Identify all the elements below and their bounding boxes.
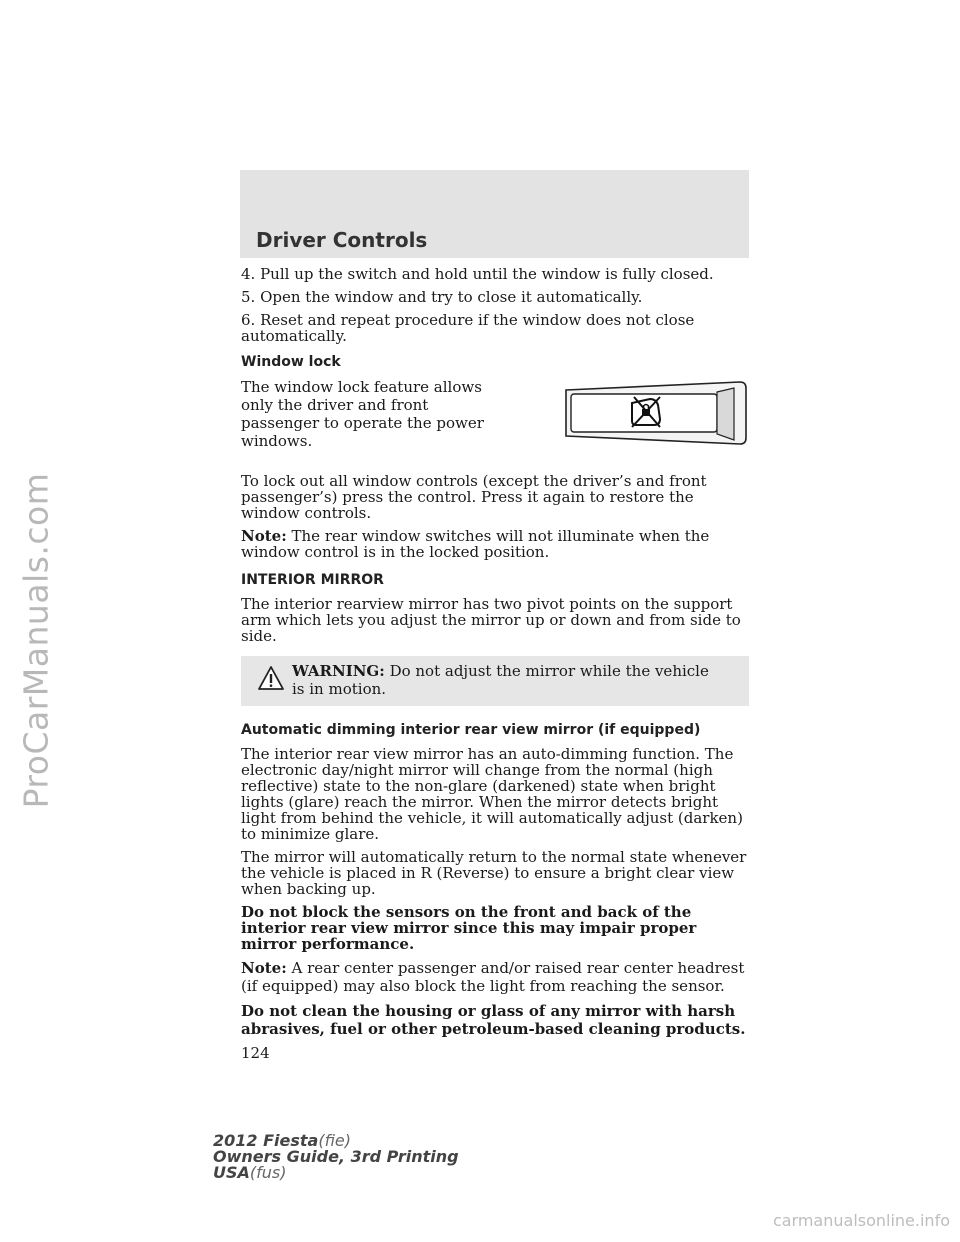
warning-box: [241, 656, 749, 706]
step-4: 4. Pull up the switch and hold until the window is fully closed.: [241, 265, 714, 283]
page-number: 124: [241, 1044, 270, 1062]
step-5: 5. Open the window and try to close it automatically.: [241, 288, 643, 306]
interior-mirror-description: The interior rearview mirror has two pivot points on the support arm which lets you adjust the mirror up or down and from side to side.: [241, 595, 741, 645]
warning-triangle-icon: [257, 665, 285, 691]
auto-dimming-bold-1: Do not block the sensors on the front and back of the interior rear view mirror since this may impair proper mirror performance.: [241, 903, 697, 953]
auto-dimming-note: [241, 959, 749, 995]
note-label: Note:: [241, 959, 287, 977]
auto-dimming-bold-2: Do not clean the housing or glass of any mirror with harsh abrasives, fuel or other petroleum-based cleaning products.: [241, 1002, 746, 1038]
note-label: Note:: [241, 527, 287, 545]
step-6: 6. Reset and repeat procedure if the window does not close automatically.: [241, 311, 695, 345]
warning-text: [292, 662, 712, 698]
footer: [213, 1133, 459, 1181]
window-lock-instructions: To lock out all window controls (except the driver’s and front passenger’s) press the control. Press it again to restore the window controls.: [241, 472, 707, 522]
interior-mirror-heading: INTERIOR MIRROR: [241, 572, 384, 588]
footer-model-code: (fie): [318, 1131, 352, 1150]
window-lock-row: [241, 378, 749, 457]
footer-market-code: (fus): [249, 1163, 287, 1182]
section-header: [240, 170, 749, 258]
window-lock-heading: Window lock: [241, 354, 341, 370]
window-lock-intro: The window lock feature allows only the driver and front passenger to operate the power windows.: [241, 378, 484, 450]
page-content: [241, 266, 749, 1061]
auto-dimming-para-1: The interior rear view mirror has an auto-dimming function. The electronic day/night mirror will change from the normal (high reflective) state to the non-glare (darkened) state when bright lights (glare) reach the mirror. When the mirror detects bright light from behind the vehicle, it will automatically adjust (darken) to minimize glare.: [241, 745, 743, 843]
footer-line-2: Owners Guide, 3rd Printing: [213, 1147, 459, 1166]
window-lock-switch-icon: [562, 378, 748, 446]
warning-label: WARNING:: [292, 662, 385, 680]
warning-body: Do not adjust the mirror while the vehicle is in motion.: [292, 662, 709, 698]
side-watermark-text: ProCarManuals.com: [16, 472, 56, 808]
auto-dimming-para-2: The mirror will automatically return to the normal state whenever the vehicle is placed in R (Reverse) to ensure a bright clear view when backing up.: [241, 848, 747, 898]
footer-model: 2012 Fiesta: [213, 1131, 319, 1150]
window-lock-note: [241, 528, 749, 560]
footer-line-3: [213, 1165, 459, 1181]
auto-dimming-heading: Automatic dimming interior rear view mirror (if equipped): [241, 722, 701, 738]
note-text: A rear center passenger and/or raised rear center headrest (if equipped) may also block the light from reaching the sensor.: [241, 959, 745, 995]
side-watermark: [6, 240, 66, 1040]
note-text: The rear window switches will not illuminate when the window control is in the locked position.: [241, 527, 710, 561]
footer-market: USA: [213, 1163, 250, 1182]
bottom-watermark: carmanualsonline.info: [772, 1211, 950, 1230]
section-title: Driver Controls: [256, 228, 428, 252]
